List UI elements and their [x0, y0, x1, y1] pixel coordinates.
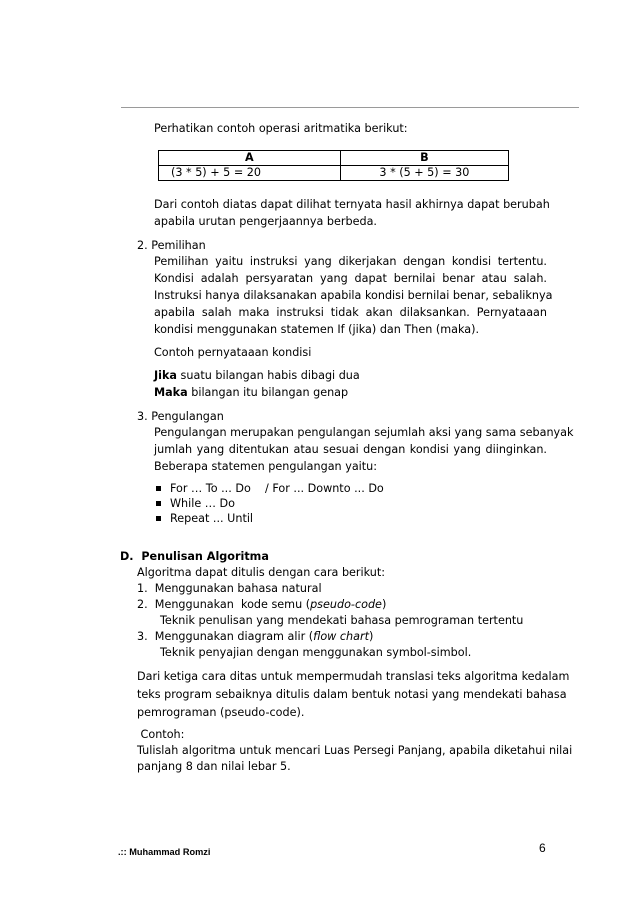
- page-number: 6: [539, 841, 546, 855]
- footer-author: .:: Muhammad Romzi: [118, 847, 211, 857]
- pengulangan-line-3: Beberapa statemen pengulangan yaitu:: [154, 460, 378, 473]
- maka-line: [154, 386, 348, 399]
- pengulangan-title: 3. Pengulangan: [137, 410, 224, 423]
- table-cell-a: (3 * 5) + 5 = 20: [159, 166, 341, 181]
- table-header-b: B: [340, 151, 508, 166]
- table-header-a: A: [159, 151, 341, 166]
- method-item-3: [137, 630, 373, 643]
- contoh-line-1: Tulislah algoritma untuk mencari Luas Persegi Panjang, apabila diketahui nilai: [137, 744, 573, 757]
- arithmetic-table: [158, 150, 509, 181]
- table-header-row: [159, 151, 509, 166]
- section-d-para-line-3: pemrograman (pseudo-code).: [137, 706, 305, 719]
- bullet-text: For … To ... Do / For ... Downto ... Do: [170, 482, 384, 495]
- header-rule: [121, 107, 579, 108]
- method-item-2-note: Teknik penulisan yang mendekati bahasa pemrograman tertentu: [160, 614, 524, 627]
- jika-keyword: Jika: [154, 369, 177, 382]
- pemilihan-line-1: Pemilihan yaitu instruksi yang dikerjakan dengan kondisi tertentu.: [154, 255, 547, 268]
- intro-line: Perhatikan contoh operasi aritmatika berikut:: [154, 122, 408, 135]
- bullet-item: [156, 497, 235, 510]
- pemilihan-line-2: Kondisi adalah persyaratan yang dapat bernilai benar atau salah.: [154, 272, 547, 285]
- after-table-line-2: apabila urutan pengerjaannya berbeda.: [154, 215, 377, 228]
- pemilihan-title: 2. Pemilihan: [137, 239, 206, 252]
- method-item-2-text: 2. Menggunakan kode semu (: [137, 598, 311, 611]
- contoh-line-2: panjang 8 dan nilai lebar 5.: [137, 760, 291, 773]
- method-item-1: 1. Menggunakan bahasa natural: [137, 582, 322, 595]
- bullet-item: [156, 512, 253, 525]
- pengulangan-line-2: jumlah yang ditentukan atau sesuai dengan kondisi yang diinginkan.: [154, 443, 547, 456]
- table-cell-b: 3 * (5 + 5) = 30: [340, 166, 508, 181]
- bullet-item: [156, 482, 384, 495]
- maka-text: bilangan itu bilangan genap: [187, 386, 349, 399]
- method-item-3-close: ): [368, 630, 374, 643]
- method-item-2-close: ): [381, 598, 387, 611]
- section-d-para-line-1: Dari ketiga cara ditas untuk mempermudah translasi teks algoritma kedalam: [137, 670, 570, 683]
- bullet-text: Repeat ... Until: [170, 512, 254, 525]
- section-d-para-line-2: teks program sebaiknya ditulis dalam bentuk notasi yang mendekati bahasa: [137, 688, 567, 701]
- method-item-2: [137, 598, 386, 611]
- contoh-kondisi-label: Contoh pernyataaan kondisi: [154, 346, 312, 359]
- flow-chart-term: flow chart: [313, 630, 369, 643]
- bullet-icon: [156, 516, 161, 521]
- bullet-text: While … Do: [170, 497, 236, 510]
- jika-line: [154, 369, 360, 382]
- section-d-heading: D. Penulisan Algoritma: [120, 550, 269, 563]
- method-item-3-note: Teknik penyajian dengan menggunakan symbol-simbol.: [160, 646, 472, 659]
- bullet-icon: [156, 486, 161, 491]
- bullet-icon: [156, 501, 161, 506]
- contoh-label: Contoh:: [137, 728, 185, 741]
- pseudo-code-term: pseudo-code: [310, 598, 382, 611]
- after-table-line-1: Dari contoh diatas dapat dilihat ternyata hasil akhirnya dapat berubah: [154, 198, 550, 211]
- jika-text: suatu bilangan habis dibagi dua: [177, 369, 360, 382]
- section-d-intro: Algoritma dapat ditulis dengan cara berikut:: [137, 566, 386, 579]
- maka-keyword: Maka: [154, 386, 188, 399]
- pemilihan-line-4: apabila salah maka instruksi tidak akan dilaksankan. Pernyataaan: [154, 306, 547, 319]
- pengulangan-line-1: Pengulangan merupakan pengulangan sejumlah aksi yang sama sebanyak: [154, 426, 574, 439]
- method-item-3-text: 3. Menggunakan diagram alir (: [137, 630, 314, 643]
- pemilihan-line-3: Instruksi hanya dilaksanakan apabila kondisi bernilai benar, sebaliknya: [154, 289, 553, 302]
- table-row: [159, 166, 509, 181]
- pemilihan-line-5: kondisi menggunakan statemen If (jika) dan Then (maka).: [154, 323, 480, 336]
